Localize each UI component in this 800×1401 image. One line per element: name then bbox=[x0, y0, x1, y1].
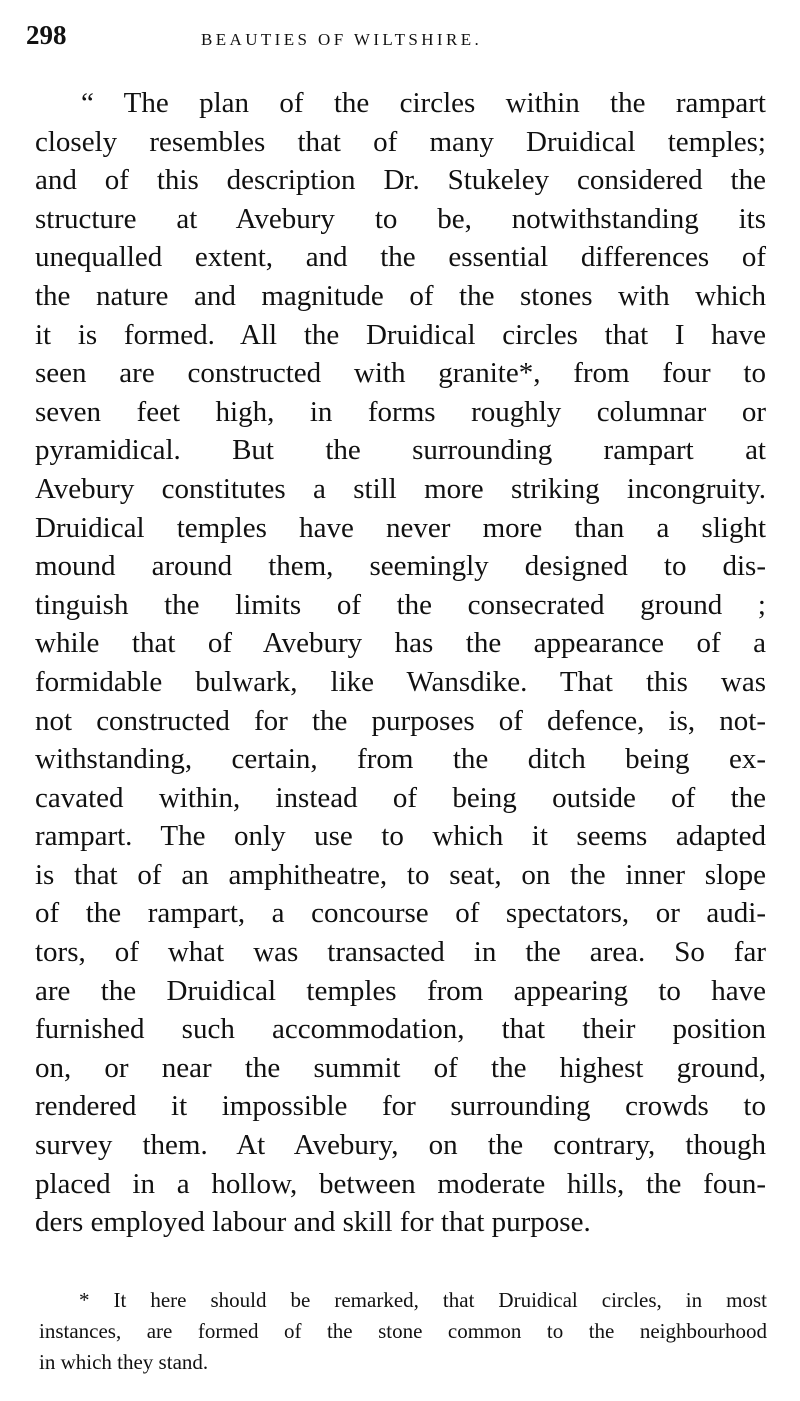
body-line: cavated within, instead of being outside of the bbox=[35, 781, 766, 814]
body-line: “ The plan of the circles within the rampart bbox=[81, 87, 766, 119]
footnote-line: in which they stand. bbox=[39, 1350, 209, 1374]
body-line: Druidical temples have never more than a slight bbox=[35, 511, 766, 544]
body-line: while that of Avebury has the appearance of a bbox=[35, 627, 766, 660]
page-header bbox=[26, 20, 766, 56]
body-line: and of this description Dr. Stukeley considered the bbox=[35, 164, 766, 197]
body-line: mound around them, seemingly designed to dis- bbox=[35, 550, 766, 583]
body-line: unequalled extent, and the essential differences of bbox=[35, 241, 766, 274]
body-line: seen are constructed with granite*, from four to bbox=[35, 357, 766, 390]
footnote bbox=[39, 1285, 767, 1378]
body-line: tinguish the limits of the consecrated ground ; bbox=[35, 588, 766, 621]
body-line: survey them. At Avebury, on the contrary, though bbox=[35, 1129, 766, 1162]
footnote-line: * It here should be remarked, that Druidical circles, in most bbox=[79, 1288, 767, 1312]
body-line: seven feet high, in forms roughly columnar or bbox=[35, 395, 766, 428]
body-line: on, or near the summit of the highest ground, bbox=[35, 1051, 766, 1084]
body-line: withstanding, certain, from the ditch being ex- bbox=[35, 743, 766, 776]
footnote-line: instances, are formed of the stone common to the neighbourhood bbox=[39, 1319, 767, 1343]
body-line: furnished such accommodation, that their position bbox=[35, 1013, 766, 1046]
body-line: of the rampart, a concourse of spectators, or audi- bbox=[35, 897, 766, 930]
body-line: are the Druidical temples from appearing to have bbox=[35, 974, 766, 1007]
body-line: pyramidical. But the surrounding rampart at bbox=[35, 434, 766, 467]
body-line: rampart. The only use to which it seems adapted bbox=[35, 820, 766, 853]
body-line: is that of an amphitheatre, to seat, on the inner slope bbox=[35, 858, 766, 891]
page-number: 298 bbox=[26, 20, 67, 50]
body-line: not constructed for the purposes of defence, is, not- bbox=[35, 704, 766, 737]
body-line: the nature and magnitude of the stones with which bbox=[35, 279, 766, 312]
running-title: BEAUTIES OF WILTSHIRE. bbox=[201, 30, 483, 49]
body-line: Avebury constitutes a still more striking incongruity. bbox=[35, 472, 766, 505]
body-text bbox=[35, 84, 766, 1242]
body-line: structure at Avebury to be, notwithstanding its bbox=[35, 202, 766, 235]
body-line: ders employed labour and skill for that purpose. bbox=[35, 1206, 591, 1239]
body-line: tors, of what was transacted in the area. So far bbox=[35, 936, 766, 969]
body-line: formidable bulwark, like Wansdike. That this was bbox=[35, 665, 766, 698]
body-line: placed in a hollow, between moderate hills, the foun- bbox=[35, 1167, 766, 1200]
body-line: it is formed. All the Druidical circles that I have bbox=[35, 318, 766, 351]
body-line: rendered it impossible for surrounding crowds to bbox=[35, 1090, 766, 1123]
body-line: closely resembles that of many Druidical temples; bbox=[35, 125, 766, 158]
